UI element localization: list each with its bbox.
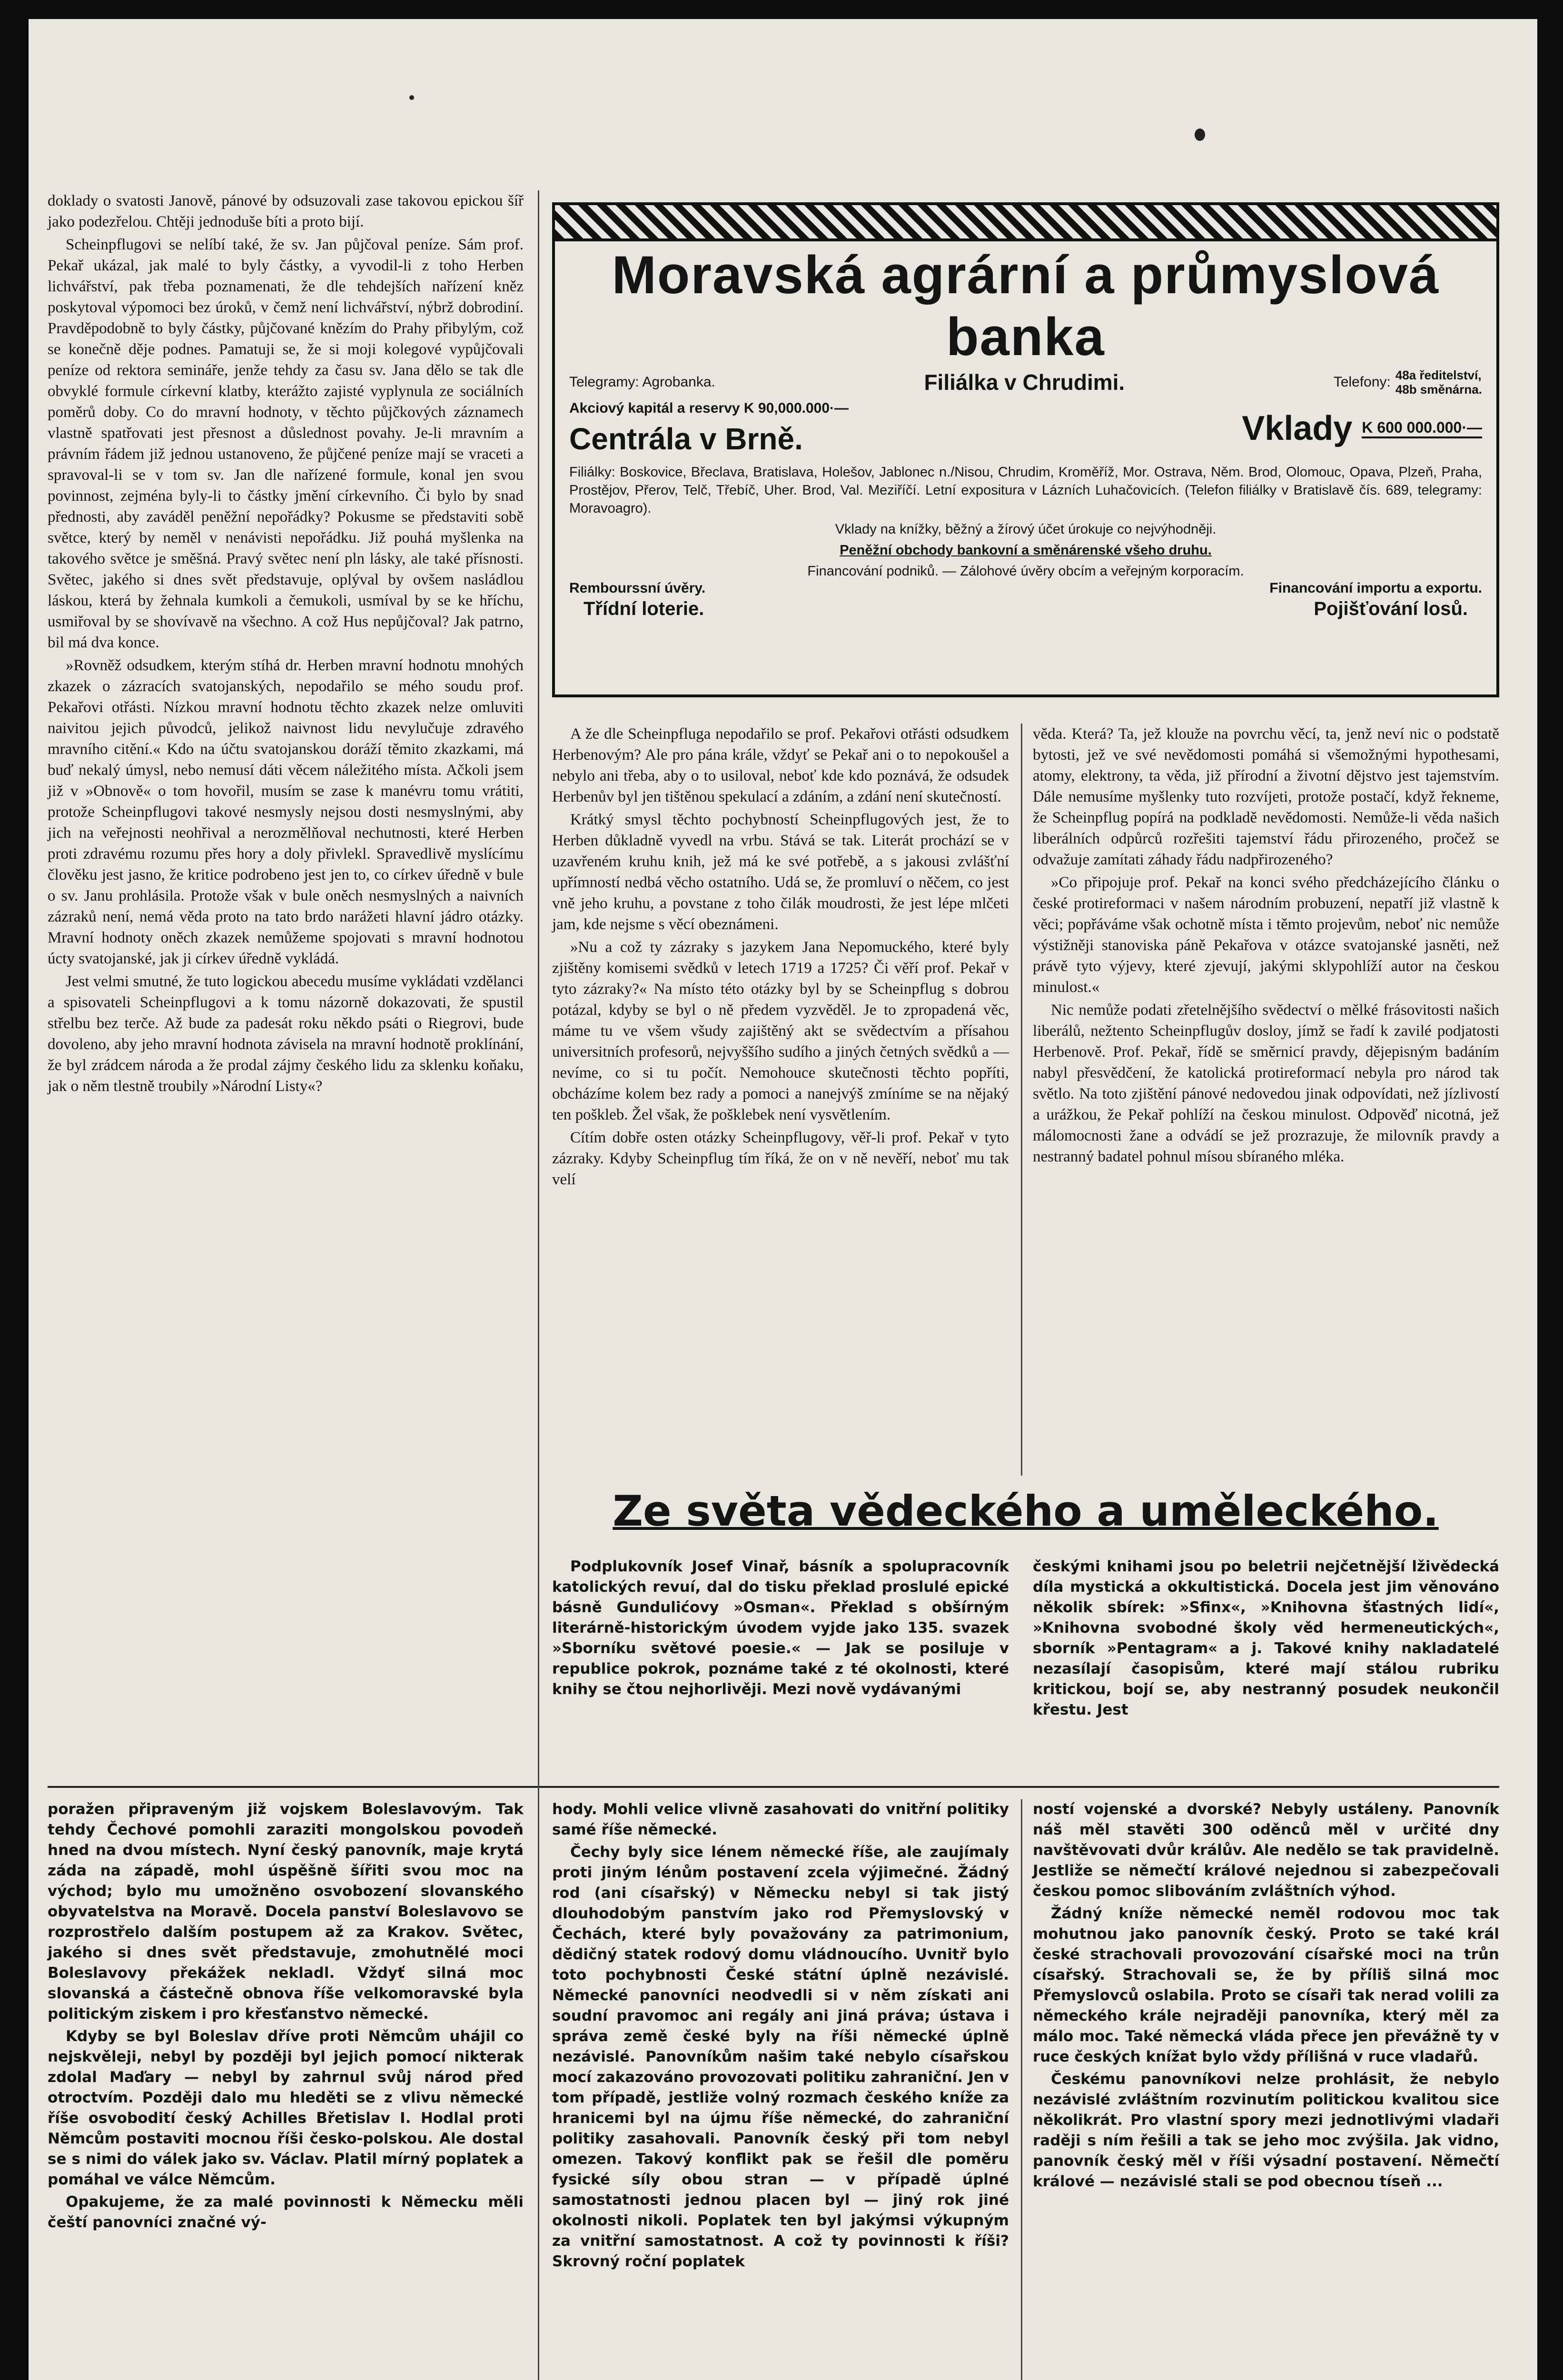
ad-phones [1334,368,1482,397]
ad-line-1: Vklady na knížky, běžný a žírový účet úrokuje co nejvýhodněji. [835,522,1217,537]
bottom-right-paragraph-3: Českému panovníkovi nelze prohlásit, že nebylo nezávislé zvláštním rozvinutím politickou kvalitou sice několikrát. Pro vlastní spory mezi jednotlivými vladaři raději s ním řešili a tak se jeho moc zvýšila. Jak vidno, panovník český měl v říši výsadní postavení. Němečtí králové — nezávislé stali se pod obecnou tíseň ... [1033,2071,1499,2190]
ad-contact-row [555,368,1496,397]
ad-phone-1: 48a ředitelství, [1395,368,1482,382]
bottom-right-paragraph-2: Žádný kníže německé neměl rodovou moc tak mohutnou jako panovník český. Proto se také král české strachovali provozování císařské moci na trůn císařský. Strachovali se, že by příliš silná moc Přemyslovců oslabila. Proto se císaři tak nerad volili za německého krále nejraději panovníka, který měl za málo moc. Také německá vláda přece jen převážně ty v ruce českých knížat bylo vždy přílišná v ruce vladařů. [1033,1905,1499,2065]
newspaper-page [29,19,1537,2380]
middle-paragraph-3: »Nu a což ty zázraky s jazykem Jana Nepomuckého, které byly zjištěny komisemi svědků v letech 1719 a 1725? Či věří prof. Pekař v tyto zázraky?« Na místo této otázky byl by se Scheinpflug s dobrou potázal, kdyby se byl o ně předem vyzvěděl. Je to zpropadená věc, máme tu ve všem všudy zajištěný akt se svědectvím a přísahou universitních profesorů, nejvyššího sudího a jiných četných svědků a — nevíme, co si tu počít. Nemohouce skutečnosti těchto popříti, obcházíme kolem bez rady a pomoci a nanejvýš zmíníme se na nějaký ten poškleb. Žel však, že pošklebek není vysvětlením. [552,939,1009,1123]
section-right-paragraph: českými knihami jsou po beletrii nejčetnější lživědecká díla mystická a okkultistická. Docela jest jim věnováno několik sbírek: »Sfinx«, »Knihovna šťastných lidí«, »Knihovna svobodné školy věd hermeneutických«, sborník »Pentagram« a j. Takové knihy nakladatelé nezasílají časopisům, které mají stálou rubriku kritickou, bojí se, aby nestranný posudek neukončil křestu. Jest [1033,1558,1499,1718]
right-paragraph-1: věda. Která? Ta, jež klouže na povrchu věcí, ta, jenž neví nic o podstatě bytosti, jež ve své nevědomosti pomáhá si všemožnými hypothesami, atomy, elektrony, ta věda, již přírodní a životní dějstvo jest tajemstvím. Dále nemusíme myšlenky tuto rozvíjeti, protože postačí, když řekneme, že Scheinpflug popírá na podkladě nevědomosti. Nemůže-li věda našich liberálních odpůrců rozřešiti tajemství řádu přirozeného, pročež se odvažuje zamítati záhady řádu nadpřirozeného? [1033,725,1499,868]
column-rule-left [538,190,539,2380]
bottom-middle-paragraph-1: hody. Mohli velice vlivně zasahovati do vnitřní politiky samé říše německé. [552,1801,1009,1838]
bottom-left-paragraph-1: poražen připraveným již vojskem Boleslavovým. Tak tehdy Čechové pomohli zaraziti mongolskou povodeň hned na dvou místech. Nyní český panovník, maje krytá záda na západě, mohl úspěšně šířiti svou moc na východ; bylo mu umožněno osvobození slovanského obyvatelstva na Moravě. Docela panství Boleslavovo se rozprostřelo dalším postupem až za Krakov. Světec, jakého si dnes svět představuje, zmohutnělé moci Boleslavovy překážek nekladl. Vždyť silná moc slovanská a částečně obnova říše velkomoravské byla politickým ziskem i pro křesťanstvo německé. [48,1801,524,2023]
section-heading: Ze světa vědeckého a uměleckého. [613,1487,1439,1536]
ad-decorative-border [555,205,1496,241]
ad-deposits-amount: K 600 000.000·— [1362,419,1482,438]
bottom-left-paragraph-2: Kdyby se byl Boleslav dříve proti Němcům uhájil co nejskvěleji, nebyl by později byl jejich pomocí nikterak zdolal Maďary — nebyl by zahrnul svůj národ před otroctvím. Později dalo mu hleděti se z vlivu německé říše osvobodití český Achilles Břetislav I. Hodlal proti Němcům postaviti mocnou říši česko-polskou. Ale dostal se s nimi do válek jako sv. Václav. Platil mírný poplatek a pomáhal ve válce Němcům. [48,2028,524,2188]
ad-branches: Filiálky: Boskovice, Břeclava, Bratislava, Holešov, Jablonec n./Nisou, Chrudim, Kroměříž, Mor. Ostrava, Něm. Brod, Olomouc, Opava, Plzeň, Praha, Prostějov, Přerov, Telč, Třebíč, Uher. Brod, Val. Meziříčí. Letní expositura v Lázních Luhačovicích. (Telefon filiálky v Bratislavě čís. 689, telegramy: Moravoagro). [569,465,1482,516]
ad-line-2: Peněžní obchody bankovní a směnárenské všeho druhu. [840,543,1212,558]
ad-capital: Akciový kapitál a reservy K 90,000.000·— [569,400,849,416]
ad-deposits-label: Vklady [1242,409,1353,447]
right-paragraph-2: »Co připojuje prof. Pekař na konci svého předcházejícího článku o české protireformaci v našem národním probuzení, nepatří již vlastně k věci; popřáváme však ochotně místa i těmto projevům, neboť nic nemůže výstižněji stanoviska páně Pekařova v otázce svatojanské jasněti, než právě tyto výjevy, které zjevují, jakými sklypohlíží autor na českou minulost.« [1033,874,1499,996]
left-paragraph-1: doklady o svatosti Janově, pánové by odsuzovali zase takovou epickou šíř jako podezřelou. Chtěji jednoduše bíti a proto bijí. [48,192,524,230]
bottom-middle-paragraph-2: Čechy byly sice lénem německé říše, ale zaujímaly proti jiným lénům postavení zcela výjimečné. Žádný rod (ani císařský) v Německu nebyl si tak jistý dlouhodobým panstvím jako rod Přemyslovský v Čechách, které byly považovány za patrimonium, dědičný statek rodový domu vládnoucího. Uvnitř bylo toto pochybnosti České státní úplně nezávislé. Německé panovníci neodvedli si v něm získati ani soudní pravomoc ani regály ani jiná práva; ústava i správa země české byly na říši německé úplně nezávislé. Panovníkům našim také nebylo císařskou mocí zakazováno provozovati politiku zahraniční. Jen v tom případě, jestliže volný rozmach českého kníže za hranicemi byl na újmu říše německé, do zahraniční politiky zasahovali. Panovník český při tom nebyl omezen. Takový konflikt pak se řešil dle poměru fysické síly obou stran — v případě úplné samostatnosti jednou placen byl — jiný rok jiné okolnosti nikoli. Poplatek ten byl jakýmsi výkupným za vnitřní samostatnost. A což ty povinnosti k říši? Skrovný roční poplatek [552,1844,1009,2270]
right-paragraph-3: Nic nemůže podati zřetelnějšího svědectví o mělké frásovitosti našich liberálů, nežtento Scheinpflugův dosloy, jímž se řadí k zavilé podjatosti Herbenově. Prof. Pekař, řídě se směrnicí pravdy, dějepisným badáním nabyl přesvědčení, že katolická protireformací nebyla pro národ tak světlo. Na toto zjištění pánové nedovedou jinak odpovídati, než jízlivostí a urážkou, že Pekař pohlíží na českou minulost. Odpověď nicotná, jež málomocnosti žane a odvádí se jež prozrazuje, že milovník pravdy a nestranný badatel pohnul mísou sbíraného mléka. [1033,1002,1499,1165]
middle-paragraph-4: Cítím dobře osten otázky Scheinpflugovy, věř-li prof. Pekař v tyto zázraky. Kdyby Scheinpflug tím říká, že on v ně nevěří, neboť mu tak velí [552,1129,1009,1188]
ad-deposits [1242,409,1482,448]
ad-bank-name: Moravská agrární a průmyslová banka [612,245,1440,367]
bank-advertisement [552,202,1499,697]
section-divider [48,1786,1499,1788]
bottom-right-column [1033,1799,1499,2380]
section-left-column [552,1557,1009,1766]
bottom-left-column [48,1799,524,2380]
ad-telegrams: Telegramy: Agrobanka. [569,374,715,390]
ad-footer-left: Třídní loterie. [584,598,704,619]
print-speck [1195,129,1205,141]
ad-line-3: Financování podniků. — Zálohové úvěry obcím a veřejným korporacím. [807,564,1244,579]
middle-article-column [552,724,1009,1476]
ad-credit-row [555,580,1496,596]
ad-footer-right: Pojišťování losů. [1314,598,1468,619]
section-left-paragraph: Podplukovník Josef Vinař, básník a spolupracovník katolických revuí, dal do tisku překlad proslulé epické básně Gundulićovy »Osman«. Překlad s obšírným literárně-historickým úvodem vyjde jako 135. svazek »Sborníku světové poesie.« — Jak se posiluje v republice pokrok, poznáme také z té okolnosti, které knihy se čtou nejhorlivěji. Mezi nově vydávanými [552,1558,1009,1698]
ad-phone-label: Telefony: [1333,374,1391,390]
ad-phone-numbers [1395,368,1482,397]
bottom-middle-column [552,1799,1009,2380]
section-right-column [1033,1557,1499,1766]
ad-central-office: Centrála v Brně. [569,422,803,456]
ad-line-4-left: Rembourssní úvěry. [569,580,706,596]
ad-line-4-right: Financování importu a exportu. [1269,580,1482,596]
ad-phone-2: 48b směnárna. [1395,382,1482,397]
middle-paragraph-1: A že dle Scheinpfluga nepodařilo se prof. Pekařovi otřásti odsudkem Herbenovým? Ale pro pána krále, vždyť se Pekař ani o to nepokoušel a nebylo ani třeba, aby o to usiloval, neboť kde kdo poznává, že odsudek Herbenův byl jen tištěnou spekulací a zdáním, a zdání není skutečností. [552,725,1009,805]
column-rule-lower-right [1021,1799,1022,2380]
bottom-left-paragraph-3: Opakujeme, že za malé povinnosti k Německu měli čeští panovníci značné vý- [48,2193,524,2231]
right-article-column [1033,724,1499,1476]
middle-paragraph-2: Krátký smysl těchto pochybností Scheinpflugových jest, že to Herben důkladně vyvedl na vrbu. Stává se tak. Literát prochází se v uzavřeném kruhu knih, jež má ke své potřebě, a s jakousi zvlášťní upřímností nedbá věcho ostatního. Udá se, že promluví o něčem, co jest vně jeho kruhu, a povstane z toho čilák moudrosti, že jest lépe mlčeti jam, kde nejsme s věcí obeznámeni. [552,811,1009,933]
column-rule-upper-right [1021,724,1022,1476]
left-paragraph-4: Jest velmi smutné, že tuto logickou abecedu musíme vykládati vzdělanci a spisovateli Scheinpflugovi a k tomu názorně dokazovati, že spustil střelbu bez terče. Až bude za padesát roku někdo psáti o Riegrovi, bude dovoleno, aby jeho mravní hodnota závisela na mravní hodnotě proklínání, že byl zrádcem národa a že prodal zájmy českého lidu za sklenku koňaku, jak o něm tlestně troubily »Národní Listy«? [48,973,524,1095]
ad-branch-name: Filiálka v Chrudimi. [924,370,1125,395]
ad-capital-block [569,400,849,456]
bottom-right-paragraph-1: ností vojenské a dvorské? Nebyly ustáleny. Panovník náš měl stavěti 300 oděnců měl v určité dny navštěvovati dvůr králův. Ale nedělo se tak pravidelně. Jestliže se němečtí králové nejednou si zabezpečovali českou pomoc slibováním zvláštních výhod. [1033,1801,1499,1900]
ad-capital-row [555,397,1496,460]
left-paragraph-3: »Rovněž odsudkem, kterým stíhá dr. Herben mravní hodnotu mnohých zkazek o zázracích svatojanských, nepodařilo se mého soudu prof. Pekařovi otřásti. Nízkou mravní hodnotu těchto zkazek nelze omluviti naivitou jejich původců, jelikož naivnost lidu nevylučuje zdravého mravního citění.« Kdo na účtu svatojanskou doráží těmito zkazkami, má buď nekalý úmysl, nebo nemusí dáti věcem náležitého místa. Ačkoli jsem již v »Obnově« o tom hovořil, musím se zase k manévru tomu vrátiti, protože Scheinpflugovi takové nesmysly nejsou dosti nesmyslnými, aby jich na veřejnosti neohřival a nerozmělňoval nechutnosti, které Herben proti zdravému rozumu přes hory a doly přivlekl. Spravedlivě myslícímu člověku jest jasno, že kritice podrobeno jest jen to, co církev úředně v bule o sv. Janu prohlásila. Protože však v bule oněch nesmyslných a naivních zázraků není, nemá věda proto na tato brdo narážeti hlavní jádro otázky. Mravní hodnoty oněch zkazek nemůžeme spojovati s mravní hodnotou úcty svatojanské, jak ji církev úředně vykládá. [48,657,524,967]
left-paragraph-2: Scheinpflugovi se nelíbí také, že sv. Jan půjčoval peníze. Sám prof. Pekař ukázal, jak malé to byly částky, a vyvodil-li z toho Herben lichvářství, pak třeba poznamenati, že dle tehdejších nařízení kněz poskytoval výpomoci bez úroků, v čemž není lichvářství, nýbrž dobrodiní. Pravděpodobně to byly částky, půjčované knězím do Prahy přibylým, což se konečně děje podnes. Pamatuji se, že si moji kolegové vypůjčovali peníze od rektora semináře, jenže tehdy za času sv. Jana dělo se tak dle obvyklé formule církevní klatby, kterážto zajisté vyplynula ze sociálních poměrů doby. Co do mravní hodnoty, v těchto půjčkových záznamech vlastně spatřovati jest přesnost a důslednost povahy. Je-li mravním a právním řádem již jednou ustanoveno, že půjčené peníze mají se vraceti a spravoval-li se v tom sv. Jan dle nařízené formule, konal jen svou povinnost, zejména byly-li to částky jmění církevního. Či bylo by snad přednosti, aby zaváděl peněžní nepořádky? Pokusme se představiti sobě světce, který by neměl v nenávisti nepořádku. Již pouhá myšlenka na takového světce je směšná. Pravý světec není pln lásky, ale také přísnosti. Světec, jakého si dnes svět představuje, oplýval by ovšem nasládlou láskou, která by žehnala kumkoli a čemukoli, usmíval by se ke hříchu, usmiřoval by se shovívavě na všechno. A což Hus nepůjčoval? Jak patrno, bil má dva konce. [48,236,524,651]
print-speck [409,95,414,100]
ad-footer [555,596,1496,622]
left-article-column [48,190,524,1866]
